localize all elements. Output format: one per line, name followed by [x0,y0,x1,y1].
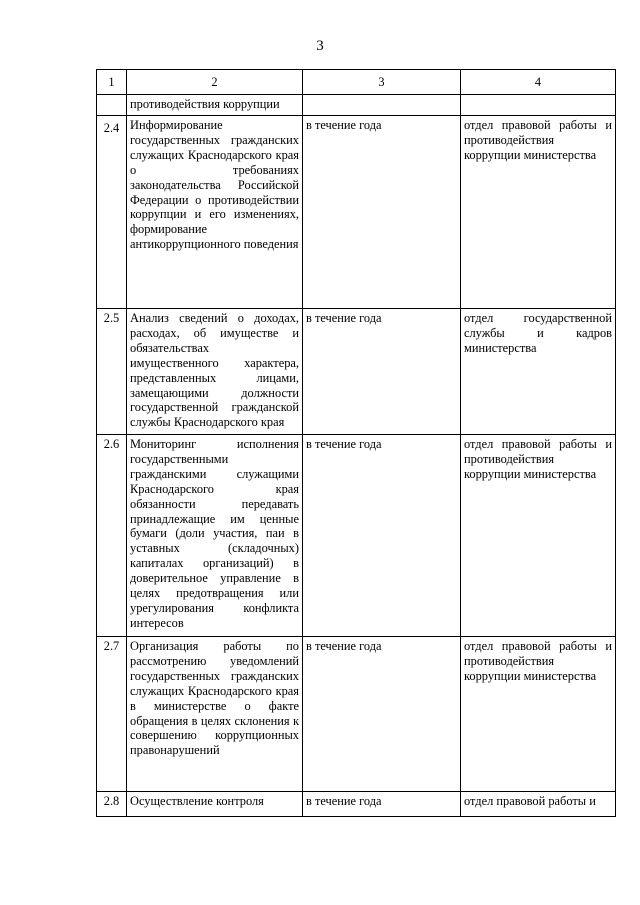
responsible-cell: отдел правовой работы и [461,792,616,817]
measure-cell: Информирование государственных гражданских служащих Краснодарского края о требованиях законодательства Российской Федерации о противодействии коррупции и его изменениях, формирование антикоррупционного поведения [127,116,303,309]
table-row [97,637,616,792]
term-cell: в течение года [303,116,461,309]
table-row-continuation [97,95,616,116]
measure-cell: Осуществление контроля [127,792,303,817]
term-cell: в течение года [303,435,461,637]
term-cell: в течение года [303,792,461,817]
measures-table [96,69,616,817]
measure-cell: Анализ сведений о доходах, расходах, об имуществе и обязательствах имущественного характера, представленных лицами, замещающими должности государственной гражданской службы Краснодарского края [127,309,303,435]
measure-cell: Мониторинг исполнения государственными гражданскими служащими Краснодарского края обязанности передавать принадлежащие им ценные бумаги (доли участия, паи в уставных (складочных) капиталах организаций) в доверительное управление в целях предотвращения или урегулирования конфликта интересов [127,435,303,637]
column-header-4: 4 [461,70,616,95]
measure-cell: противодействия коррупции [127,95,303,116]
term-cell: в течение года [303,637,461,792]
term-cell: в течение года [303,309,461,435]
table-row [97,435,616,637]
row-number-cell [97,95,127,116]
page-number: 3 [316,38,324,54]
row-number-cell: 2.8 [97,792,127,817]
column-header-1: 1 [97,70,127,95]
column-header-3: 3 [303,70,461,95]
responsible-cell [461,95,616,116]
row-number-cell: 2.4 [97,116,127,309]
responsible-cell: отдел правовой работы и противодействия коррупции министерства [461,116,616,309]
table-row [97,309,616,435]
table-row [97,116,616,309]
row-number-cell: 2.6 [97,435,127,637]
responsible-cell: отдел правовой работы и противодействия коррупции министерства [461,637,616,792]
table-row [97,792,616,817]
responsible-cell: отдел правовой работы и противодействия коррупции министерства [461,435,616,637]
table-header-row [97,70,616,95]
row-number-cell: 2.7 [97,637,127,792]
measure-cell: Организация работы по рассмотрению уведомлений государственных гражданских служащих Краснодарского края в министерстве о факте обращения в целях склонения к совершению коррупционных правонарушений [127,637,303,792]
row-number-cell: 2.5 [97,309,127,435]
column-header-2: 2 [127,70,303,95]
responsible-cell: отдел государственной службы и кадров министерства [461,309,616,435]
term-cell [303,95,461,116]
